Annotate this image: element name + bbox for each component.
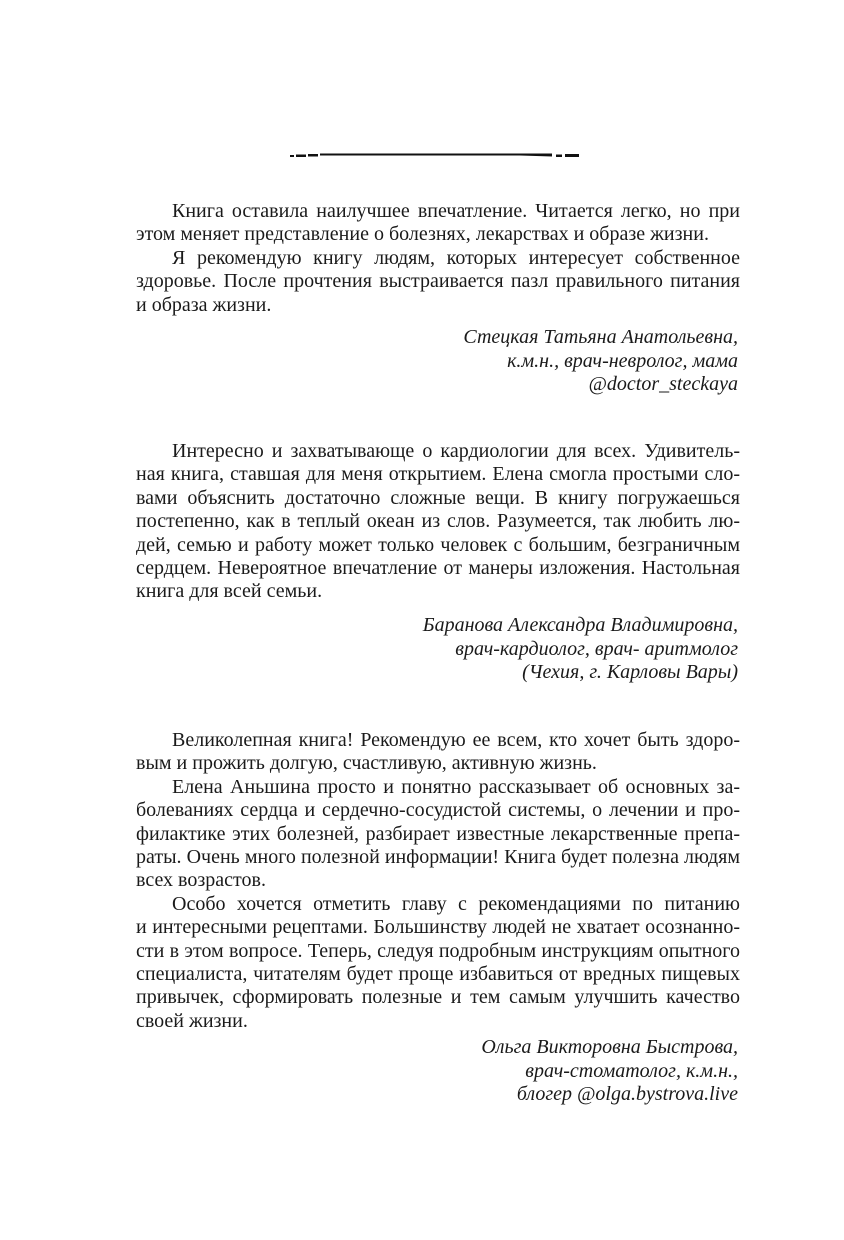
- signature-line: Баранова Александра Владимировна,: [422, 614, 738, 636]
- text-line: этом меняет представление о болезнях, лекарствах и образе жизни.: [136, 223, 709, 246]
- text-line: Великолепная книга! Рекомендую ее всем, кто хочет быть здоро-: [172, 729, 740, 751]
- signature-line: к.м.н., врач-невролог, мама: [507, 349, 738, 372]
- text-line: Особо хочется отметить главу с рекомендациями по питанию: [172, 892, 740, 915]
- signature-line: Ольга Викторовна Быстрова,: [481, 1036, 738, 1058]
- text-line: сти в этом вопросе. Теперь, следуя подробным инструкциям опытного: [136, 939, 740, 962]
- decorative-divider: [290, 152, 585, 158]
- text-line: сердцем. Невероятное впечатление от манеры изложения. Настольная: [136, 557, 740, 580]
- review-3-text: [136, 729, 740, 1033]
- signature-line: блогер @olga.bystrova.live: [516, 1083, 738, 1105]
- signature-line: Стецкая Татьяна Анатольевна,: [463, 326, 738, 348]
- text-line: филактике этих болезней, разбирает известные лекарственные препа-: [136, 822, 740, 845]
- review-1-text: [136, 200, 740, 317]
- text-line: ная книга, ставшая для меня открытием. Елена смогла простыми сло-: [136, 463, 740, 486]
- text-line: постепенно, как в теплый океан из слов. Разумеется, так любить лю-: [136, 510, 740, 533]
- text-line: Книга оставила наилучшее впечатление. Читается легко, но при: [172, 200, 740, 222]
- text-line: раты. Очень много полезной информации! Книга будет полезна людям: [136, 846, 740, 869]
- text-line: своей жизни.: [136, 1009, 248, 1032]
- text-line: всех возрастов.: [136, 869, 266, 892]
- text-line: Я рекомендую книгу людям, которых интересует собственное: [172, 246, 740, 269]
- text-line: книга для всей семьи.: [136, 580, 323, 603]
- signature-line: @doctor_steckaya: [588, 373, 738, 395]
- text-line: специалиста, читателям будет проще избавиться от вредных пищевых: [136, 963, 740, 986]
- signature-line: (Чехия, г. Карловы Вары): [522, 661, 738, 683]
- text-line: дей, семью и работу может только человек с большим, безграничным: [136, 533, 740, 556]
- signature-line: врач-кардиолог, врач- аритмолог: [455, 637, 738, 660]
- text-line: и интересными рецептами. Большинству людей не хватает осознанно-: [136, 916, 740, 939]
- text-line: привычек, сформировать полезные и тем самым улучшить качество: [136, 986, 740, 1009]
- text-line: и образа жизни.: [136, 293, 272, 316]
- signature-line: врач-стоматолог, к.м.н.,: [525, 1059, 738, 1082]
- text-line: вами объяснить достаточно сложные вещи. В книгу погружаешься: [136, 486, 740, 509]
- text-line: здоровье. После прочтения выстраивается пазл правильного питания: [136, 270, 740, 293]
- review-3-signature: [136, 1036, 738, 1107]
- review-1-signature: [136, 326, 738, 397]
- text-line: вым и прожить долгую, счастливую, активную жизнь.: [136, 752, 597, 775]
- review-2-signature: [136, 614, 738, 685]
- review-2-text: [136, 440, 740, 604]
- text-line: Елена Аньшина просто и понятно рассказывает об основных за-: [172, 775, 740, 798]
- text-line: болеваниях сердца и сердечно-сосудистой системы, о лечении и про-: [136, 799, 740, 822]
- text-line: Интересно и захватывающе о кардиологии для всех. Удивитель-: [172, 440, 740, 462]
